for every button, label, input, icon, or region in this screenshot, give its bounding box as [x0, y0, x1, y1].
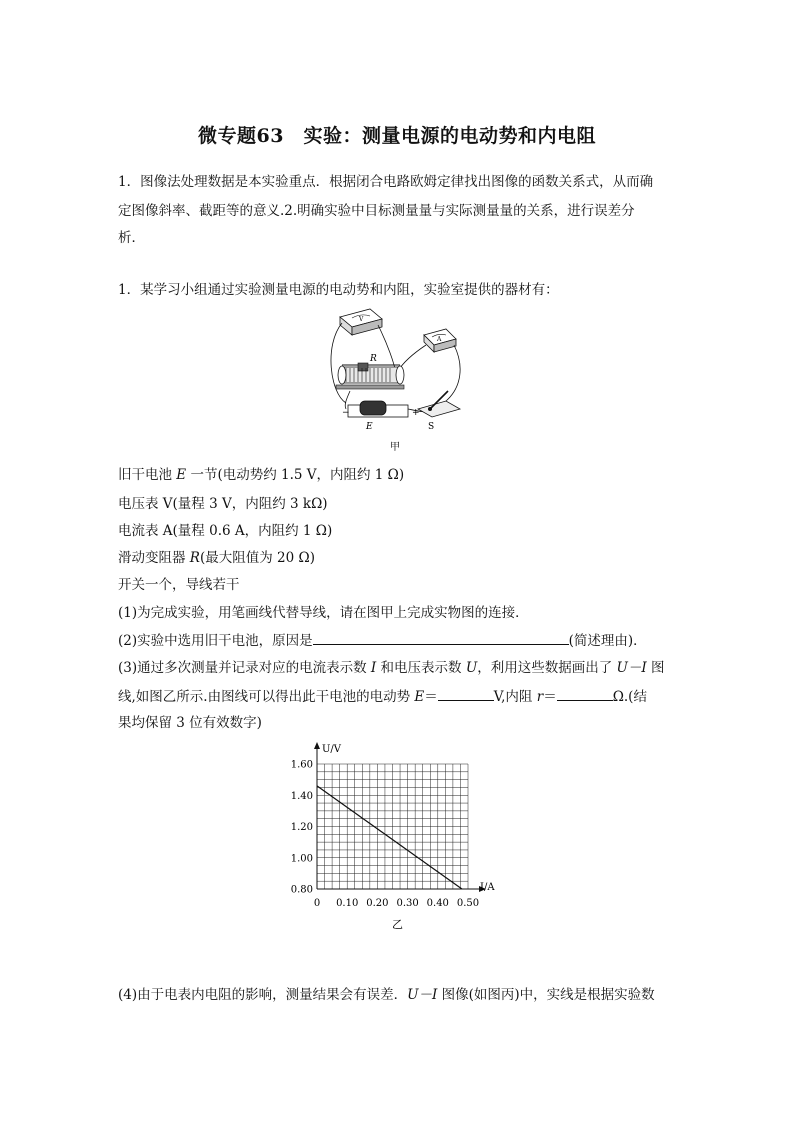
answer-blank-emf[interactable] — [438, 686, 494, 701]
answer-blank-reason[interactable] — [313, 630, 569, 645]
subq-2: (2)实验中选用旧干电池，原因是 (简述理由)． — [118, 630, 647, 651]
svg-text:E: E — [366, 422, 373, 432]
switch-icon — [418, 391, 460, 432]
circuit-figure — [328, 305, 468, 455]
material-battery: 旧干电池 E 一节(电动势约 1.5 V，内阻约 1 Ω) — [118, 467, 405, 483]
y-tick-label: 1.60 — [290, 759, 313, 771]
chart-xlabel: I/A — [480, 882, 495, 893]
subq-1: (1)为完成实验，用笔画线代替导线，请在图甲上完成实物图的连接． — [118, 605, 529, 621]
y-axis-arrow — [314, 742, 320, 749]
y-tick-label: 1.40 — [290, 790, 313, 802]
voltmeter-icon — [340, 309, 382, 335]
answer-blank-resistance[interactable] — [557, 686, 613, 701]
material-voltmeter: 电压表 V(量程 3 V，内阻约 3 kΩ) — [118, 496, 328, 512]
material-rheostat: 滑动变阻器 R(最大阻值为 20 Ω) — [118, 550, 315, 566]
x-tick-label: 0.40 — [426, 898, 449, 909]
question-stem: 1．某学习小组通过实验测量电源的电动势和内阻，实验室提供的器材有： — [118, 282, 559, 298]
figure1-caption: 甲 — [390, 442, 400, 453]
chart-caption: 乙 — [392, 918, 403, 931]
material-ammeter: 电流表 A(量程 0.6 A，内阻约 1 Ω) — [118, 523, 333, 539]
svg-text:S: S — [428, 422, 435, 432]
x-tick-label: 0.30 — [396, 898, 419, 909]
x-tick-label: 0.50 — [456, 898, 480, 909]
y-tick-label: 0.80 — [290, 884, 313, 896]
svg-text:−: − — [342, 408, 350, 418]
ui-graph — [280, 738, 520, 933]
material-switch: 开关一个，导线若干 — [118, 577, 240, 593]
subq-3-line-1: (3)通过多次测量并记录对应的电流表示数 I 和电压表示数 U，利用这些数据画出了 U－I 图 — [118, 660, 665, 676]
y-tick-label: 1.00 — [290, 853, 313, 865]
subq-3-line-2: 线,如图乙所示.由图线可以得出此干电池的电动势 E＝ V,内阻 r＝ Ω.(结 — [118, 686, 647, 707]
rheostat-icon — [336, 354, 404, 389]
battery-icon — [342, 401, 420, 432]
ammeter-icon — [424, 329, 456, 352]
intro-line-3: 析． — [118, 230, 145, 246]
subq-4: (4)由于电表内电阻的影响，测量结果会有误差．U－I 图像(如图丙)中，实线是根据实验数 — [118, 987, 655, 1003]
svg-text:R: R — [370, 354, 377, 364]
chart-grid — [317, 764, 468, 889]
y-tick-label: 1.20 — [290, 822, 313, 833]
x-tick-label: 0.20 — [366, 898, 389, 909]
intro-line-1: 1．图像法处理数据是本实验重点．根据闭合电路欧姆定律找出图像的函数关系式，从而确 — [118, 174, 654, 190]
page-title: 微专题63 实验：测量电源的电动势和内电阻 — [198, 125, 596, 147]
subq-3-line-3: 果均保留 3 位有效数字) — [118, 715, 262, 731]
intro-line-2: 定图像斜率、截距等的意义.2.明确实验中目标测量量与实际测量量的关系，进行误差分 — [118, 203, 635, 219]
svg-text:A: A — [437, 336, 442, 343]
svg-text:+: + — [412, 408, 420, 418]
chart-ylabel: U/V — [322, 744, 342, 755]
x-tick-label: 0 — [313, 898, 321, 909]
x-tick-label: 0.10 — [336, 898, 359, 909]
svg-text:V: V — [359, 316, 364, 323]
